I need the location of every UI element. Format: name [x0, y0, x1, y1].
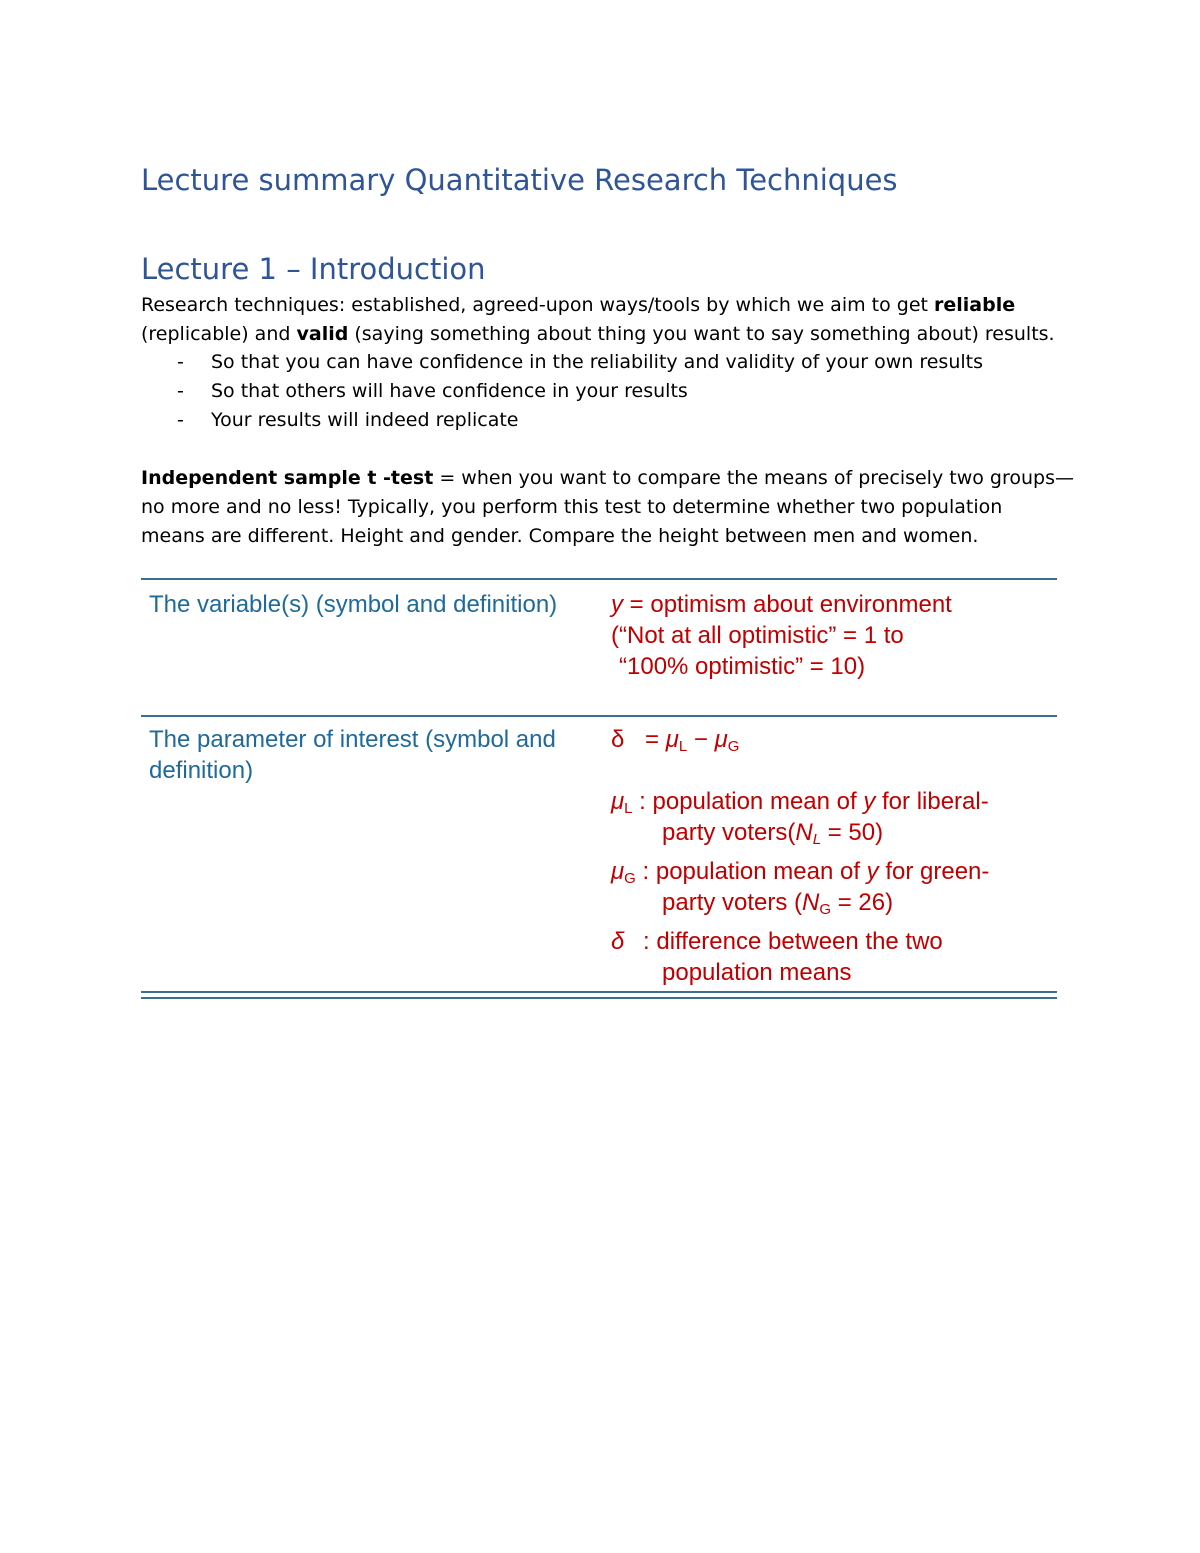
- bullet-marker: -: [177, 409, 184, 431]
- table-row-divider: [141, 715, 1057, 717]
- row1-value: [611, 589, 952, 682]
- bullet-marker: -: [177, 380, 184, 402]
- bullet-text: Your results will indeed replicate: [211, 409, 519, 431]
- intro-bold-valid: valid: [296, 323, 349, 345]
- document-title: Lecture summary Quantitative Research Techniques: [141, 163, 898, 197]
- delta-formula: [611, 724, 739, 755]
- equals-sign: =: [645, 726, 660, 753]
- intro-text-3: (saying something about thing you want to say something about) results.: [348, 323, 1055, 345]
- muG-def-line2: party voters (: [662, 889, 803, 916]
- mu-symbol: μ: [714, 726, 728, 753]
- sub-L: L: [678, 738, 688, 755]
- colon: :: [639, 788, 646, 815]
- intro-text-2: (replicable) and: [141, 323, 297, 345]
- colon: :: [643, 928, 650, 955]
- bullet-marker: -: [177, 351, 184, 373]
- delta-def-line2: population means: [662, 959, 852, 986]
- row1-value-line3: “100% optimistic” = 10): [619, 653, 866, 680]
- muL-def-text: population mean of: [652, 788, 857, 815]
- row1-label: The variable(s) (symbol and definition): [149, 591, 558, 618]
- ttest-paragraph: [141, 464, 1081, 551]
- muL-def-line2: party voters(: [662, 819, 796, 846]
- list-item: [141, 377, 1061, 406]
- ttest-line-3: means are different. Height and gender. Compare the height between men and women.: [141, 525, 979, 547]
- mu-symbol: μ: [611, 788, 625, 815]
- bullet-text: So that others will have confidence in your results: [211, 380, 688, 402]
- bullet-list: [141, 348, 1061, 435]
- row2-label-line2: definition): [149, 757, 254, 784]
- sub-L: L: [624, 800, 633, 817]
- NL-value: = 50): [827, 819, 884, 846]
- sub-L: L: [812, 831, 822, 848]
- delta-symbol: δ: [611, 726, 625, 753]
- mu-symbol: μ: [665, 726, 679, 753]
- table-bottom-rule-double: [141, 997, 1057, 999]
- sub-G: G: [727, 738, 740, 755]
- intro-bold-reliable: reliable: [934, 294, 1016, 316]
- muL-definition: [611, 786, 989, 848]
- list-item: [141, 348, 1061, 377]
- intro-text-1: Research techniques: established, agreed-upon ways/tools by which we aim to get: [141, 294, 935, 316]
- symbol-N: N: [795, 819, 813, 846]
- muL-def-end: for liberal-: [882, 788, 989, 815]
- row1-value-line2: (“Not at all optimistic” = 1 to: [611, 622, 904, 649]
- delta-definition: [611, 926, 943, 988]
- ttest-line-1: = when you want to compare the means of precisely two groups—: [433, 467, 1074, 489]
- row1-value-line1: = optimism about environment: [623, 591, 952, 618]
- colon: :: [642, 858, 650, 885]
- definition-table: [141, 578, 1057, 1008]
- delta-def-line1: difference between the two: [656, 928, 943, 955]
- symbol-y: y: [866, 858, 879, 885]
- table-bottom-rule: [141, 991, 1057, 993]
- ttest-line-2: no more and no less! Typically, you perform this test to determine whether two population: [141, 496, 1003, 518]
- muG-def-text: population mean of: [655, 858, 860, 885]
- ttest-term: Independent sample t -test: [141, 467, 434, 489]
- minus-sign: −: [693, 726, 708, 753]
- sub-G: G: [819, 901, 832, 918]
- table-top-rule: [141, 578, 1057, 580]
- section-heading: Lecture 1 – Introduction: [141, 252, 486, 286]
- row2-label-line1: The parameter of interest (symbol and: [149, 726, 556, 753]
- symbol-y: y: [863, 788, 876, 815]
- row2-label: [149, 724, 599, 786]
- symbol-y: y: [611, 591, 623, 618]
- muG-def-end: for green-: [885, 858, 990, 885]
- mu-symbol: μ: [611, 858, 625, 885]
- intro-paragraph: [141, 291, 1061, 349]
- NG-value: = 26): [837, 889, 894, 916]
- sub-G: G: [624, 870, 636, 887]
- bullet-text: So that you can have confidence in the reliability and validity of your own results: [211, 351, 983, 373]
- delta-symbol: δ: [611, 928, 625, 955]
- symbol-N: N: [802, 889, 820, 916]
- muG-definition: [611, 856, 989, 918]
- list-item: [141, 406, 1061, 435]
